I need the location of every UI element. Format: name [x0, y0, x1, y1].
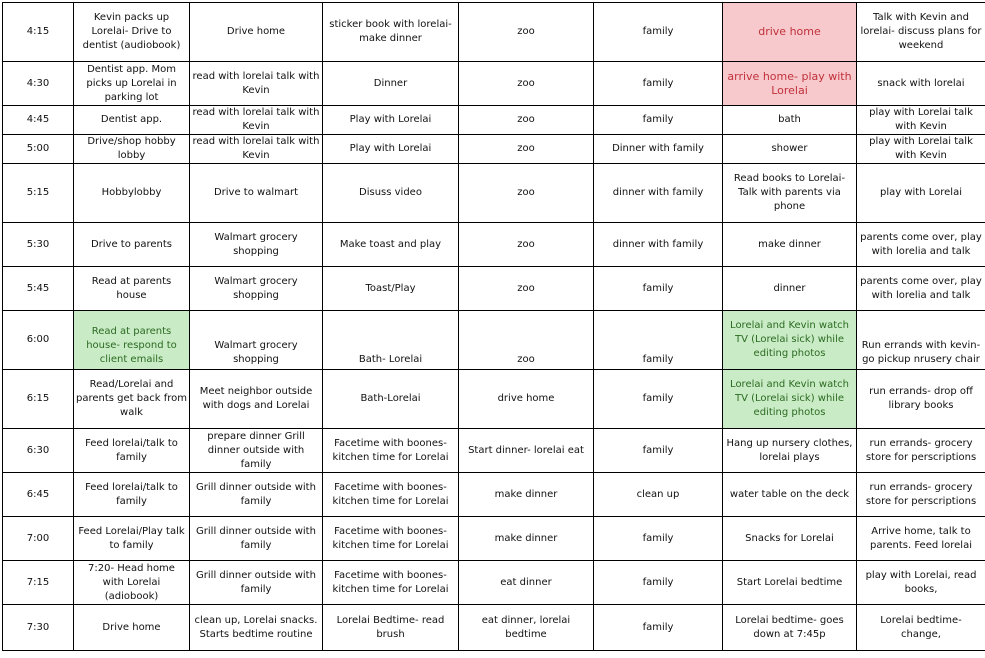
time-cell: 4:45: [3, 106, 74, 135]
schedule-cell-col-g: snack with lorelai: [857, 62, 985, 106]
table-row: [3, 473, 985, 517]
schedule-cell-col-c: Bath-Lorelai: [323, 370, 459, 429]
schedule-cell-col-g: Talk with Kevin and lorelai- discuss plans for weekend: [857, 3, 985, 62]
schedule-cell-col-d: drive home: [459, 370, 594, 429]
schedule-cell-col-e: clean up: [594, 473, 723, 517]
schedule-cell-col-b: read with lorelai talk with Kevin: [190, 135, 323, 164]
schedule-cell-col-d: zoo: [459, 3, 594, 62]
schedule-cell-col-c: Facetime with boones- kitchen time for Lorelai: [323, 473, 459, 517]
schedule-cell-col-d: make dinner: [459, 473, 594, 517]
schedule-cell-col-f: arrive home- play with Lorelai: [723, 62, 857, 106]
schedule-cell-col-d: zoo: [459, 223, 594, 267]
time-cell: 4:15: [3, 3, 74, 62]
time-cell: 5:30: [3, 223, 74, 267]
schedule-cell-col-f: water table on the deck: [723, 473, 857, 517]
schedule-cell-col-f: Lorelai and Kevin watch TV (Lorelai sick) while editing photos: [723, 370, 857, 429]
schedule-cell-col-a: 7:20- Head home with Lorelai (adiobook): [74, 561, 190, 605]
time-cell: 6:15: [3, 370, 74, 429]
schedule-cell-col-d: zoo: [459, 135, 594, 164]
time-cell: 5:45: [3, 267, 74, 311]
schedule-cell-col-g: run errands- grocery store for perscriptions: [857, 429, 985, 473]
table-row: [3, 429, 985, 473]
schedule-cell-col-g: play with Lorelai talk with Kevin: [857, 106, 985, 135]
time-cell: 6:45: [3, 473, 74, 517]
time-cell: 6:00: [3, 311, 74, 370]
table-row: [3, 370, 985, 429]
schedule-cell-col-d: zoo: [459, 62, 594, 106]
schedule-cell-col-e: family: [594, 311, 723, 370]
schedule-cell-col-d: Start dinner- lorelai eat: [459, 429, 594, 473]
table-row: [3, 106, 985, 135]
schedule-cell-col-f: drive home: [723, 3, 857, 62]
time-cell: 5:15: [3, 164, 74, 223]
schedule-cell-col-a: Hobbylobby: [74, 164, 190, 223]
schedule-cell-col-c: sticker book with lorelai- make dinner: [323, 3, 459, 62]
schedule-cell-col-f: Lorelai and Kevin watch TV (Lorelai sick) while editing photos: [723, 311, 857, 370]
schedule-cell-col-c: Facetime with boones- kitchen time for Lorelai: [323, 429, 459, 473]
table-row: [3, 135, 985, 164]
schedule-cell-col-c: Play with Lorelai: [323, 106, 459, 135]
time-cell: 7:30: [3, 605, 74, 651]
schedule-cell-col-b: clean up, Lorelai snacks. Starts bedtime routine: [190, 605, 323, 651]
schedule-cell-col-g: play with Lorelai: [857, 164, 985, 223]
schedule-cell-col-d: zoo: [459, 311, 594, 370]
schedule-cell-col-g: parents come over, play with lorelia and talk: [857, 267, 985, 311]
table-row: [3, 561, 985, 605]
schedule-cell-col-a: Read/Lorelai and parents get back from walk: [74, 370, 190, 429]
schedule-cell-col-g: parents come over, play with lorelia and talk: [857, 223, 985, 267]
time-cell: 5:00: [3, 135, 74, 164]
schedule-cell-col-a: Dentist app. Mom picks up Lorelai in parking lot: [74, 62, 190, 106]
table-row: [3, 223, 985, 267]
schedule-cell-col-e: family: [594, 267, 723, 311]
schedule-cell-col-a: Drive home: [74, 605, 190, 651]
schedule-cell-col-d: zoo: [459, 267, 594, 311]
schedule-cell-col-b: read with lorelai talk with Kevin: [190, 62, 323, 106]
schedule-cell-col-b: Grill dinner outside with family: [190, 473, 323, 517]
schedule-cell-col-f: Snacks for Lorelai: [723, 517, 857, 561]
schedule-cell-col-c: Facetime with boones- kitchen time for Lorelai: [323, 517, 459, 561]
schedule-cell-col-b: Walmart grocery shopping: [190, 311, 323, 370]
schedule-cell-col-d: zoo: [459, 106, 594, 135]
schedule-cell-col-b: Drive to walmart: [190, 164, 323, 223]
schedule-cell-col-e: Dinner with family: [594, 135, 723, 164]
schedule-cell-col-b: Drive home: [190, 3, 323, 62]
schedule-cell-col-d: eat dinner, lorelai bedtime: [459, 605, 594, 651]
schedule-cell-col-b: Walmart grocery shopping: [190, 267, 323, 311]
schedule-cell-col-f: dinner: [723, 267, 857, 311]
schedule-cell-col-a: Drive/shop hobby lobby: [74, 135, 190, 164]
table-row: [3, 3, 985, 62]
table-row: [3, 267, 985, 311]
schedule-cell-col-e: family: [594, 3, 723, 62]
table-row: [3, 62, 985, 106]
schedule-cell-col-b: Grill dinner outside with family: [190, 517, 323, 561]
schedule-cell-col-f: Start Lorelai bedtime: [723, 561, 857, 605]
schedule-cell-col-f: shower: [723, 135, 857, 164]
schedule-cell-col-c: Dinner: [323, 62, 459, 106]
schedule-cell-col-e: family: [594, 517, 723, 561]
schedule-cell-col-a: Read at parents house: [74, 267, 190, 311]
schedule-cell-col-e: family: [594, 605, 723, 651]
table-row: [3, 517, 985, 561]
schedule-cell-col-a: Kevin packs up Lorelai- Drive to dentist (audiobook): [74, 3, 190, 62]
schedule-cell-col-b: prepare dinner Grill dinner outside with family: [190, 429, 323, 473]
schedule-cell-col-f: bath: [723, 106, 857, 135]
table-row: [3, 164, 985, 223]
schedule-cell-col-c: Make toast and play: [323, 223, 459, 267]
schedule-cell-col-g: play with Lorelai, read books,: [857, 561, 985, 605]
schedule-cell-col-c: Toast/Play: [323, 267, 459, 311]
schedule-cell-col-f: Lorelai bedtime- goes down at 7:45p: [723, 605, 857, 651]
schedule-cell-col-a: Drive to parents: [74, 223, 190, 267]
schedule-cell-col-a: Read at parents house- respond to client emails: [74, 311, 190, 370]
schedule-cell-col-e: dinner with family: [594, 164, 723, 223]
schedule-cell-col-c: Play with Lorelai: [323, 135, 459, 164]
schedule-cell-col-e: dinner with family: [594, 223, 723, 267]
schedule-table: [2, 2, 985, 651]
schedule-cell-col-d: zoo: [459, 164, 594, 223]
schedule-cell-col-c: Facetime with boones- kitchen time for Lorelai: [323, 561, 459, 605]
table-row: [3, 311, 985, 370]
time-cell: 4:30: [3, 62, 74, 106]
schedule-cell-col-e: family: [594, 106, 723, 135]
table-row: [3, 605, 985, 651]
time-cell: 7:15: [3, 561, 74, 605]
schedule-cell-col-a: Dentist app.: [74, 106, 190, 135]
schedule-cell-col-d: make dinner: [459, 517, 594, 561]
schedule-cell-col-b: Walmart grocery shopping: [190, 223, 323, 267]
schedule-body: [3, 3, 985, 651]
schedule-cell-col-e: family: [594, 561, 723, 605]
schedule-cell-col-c: Lorelai Bedtime- read brush: [323, 605, 459, 651]
schedule-cell-col-a: Feed Lorelai/Play talk to family: [74, 517, 190, 561]
time-cell: 7:00: [3, 517, 74, 561]
schedule-cell-col-f: Read books to Lorelai- Talk with parents via phone: [723, 164, 857, 223]
schedule-cell-col-a: Feed lorelai/talk to family: [74, 473, 190, 517]
schedule-cell-col-f: make dinner: [723, 223, 857, 267]
schedule-cell-col-g: run errands- grocery store for perscriptions: [857, 473, 985, 517]
schedule-cell-col-g: run errands- drop off library books: [857, 370, 985, 429]
schedule-cell-col-d: eat dinner: [459, 561, 594, 605]
schedule-cell-col-g: Run errands with kevin- go pickup nrusery chair: [857, 311, 985, 370]
schedule-cell-col-c: Bath- Lorelai: [323, 311, 459, 370]
schedule-cell-col-e: family: [594, 370, 723, 429]
schedule-cell-col-e: family: [594, 62, 723, 106]
schedule-cell-col-g: Lorelai bedtime- change,: [857, 605, 985, 651]
schedule-cell-col-f: Hang up nursery clothes, lorelai plays: [723, 429, 857, 473]
time-cell: 6:30: [3, 429, 74, 473]
schedule-cell-col-b: Meet neighbor outside with dogs and Lorelai: [190, 370, 323, 429]
schedule-cell-col-e: family: [594, 429, 723, 473]
schedule-cell-col-b: Grill dinner outside with family: [190, 561, 323, 605]
schedule-cell-col-a: Feed lorelai/talk to family: [74, 429, 190, 473]
schedule-cell-col-g: Arrive home, talk to parents. Feed lorelai: [857, 517, 985, 561]
schedule-cell-col-b: read with lorelai talk with Kevin: [190, 106, 323, 135]
schedule-cell-col-g: play with Lorelai talk with Kevin: [857, 135, 985, 164]
schedule-cell-col-c: Disuss video: [323, 164, 459, 223]
